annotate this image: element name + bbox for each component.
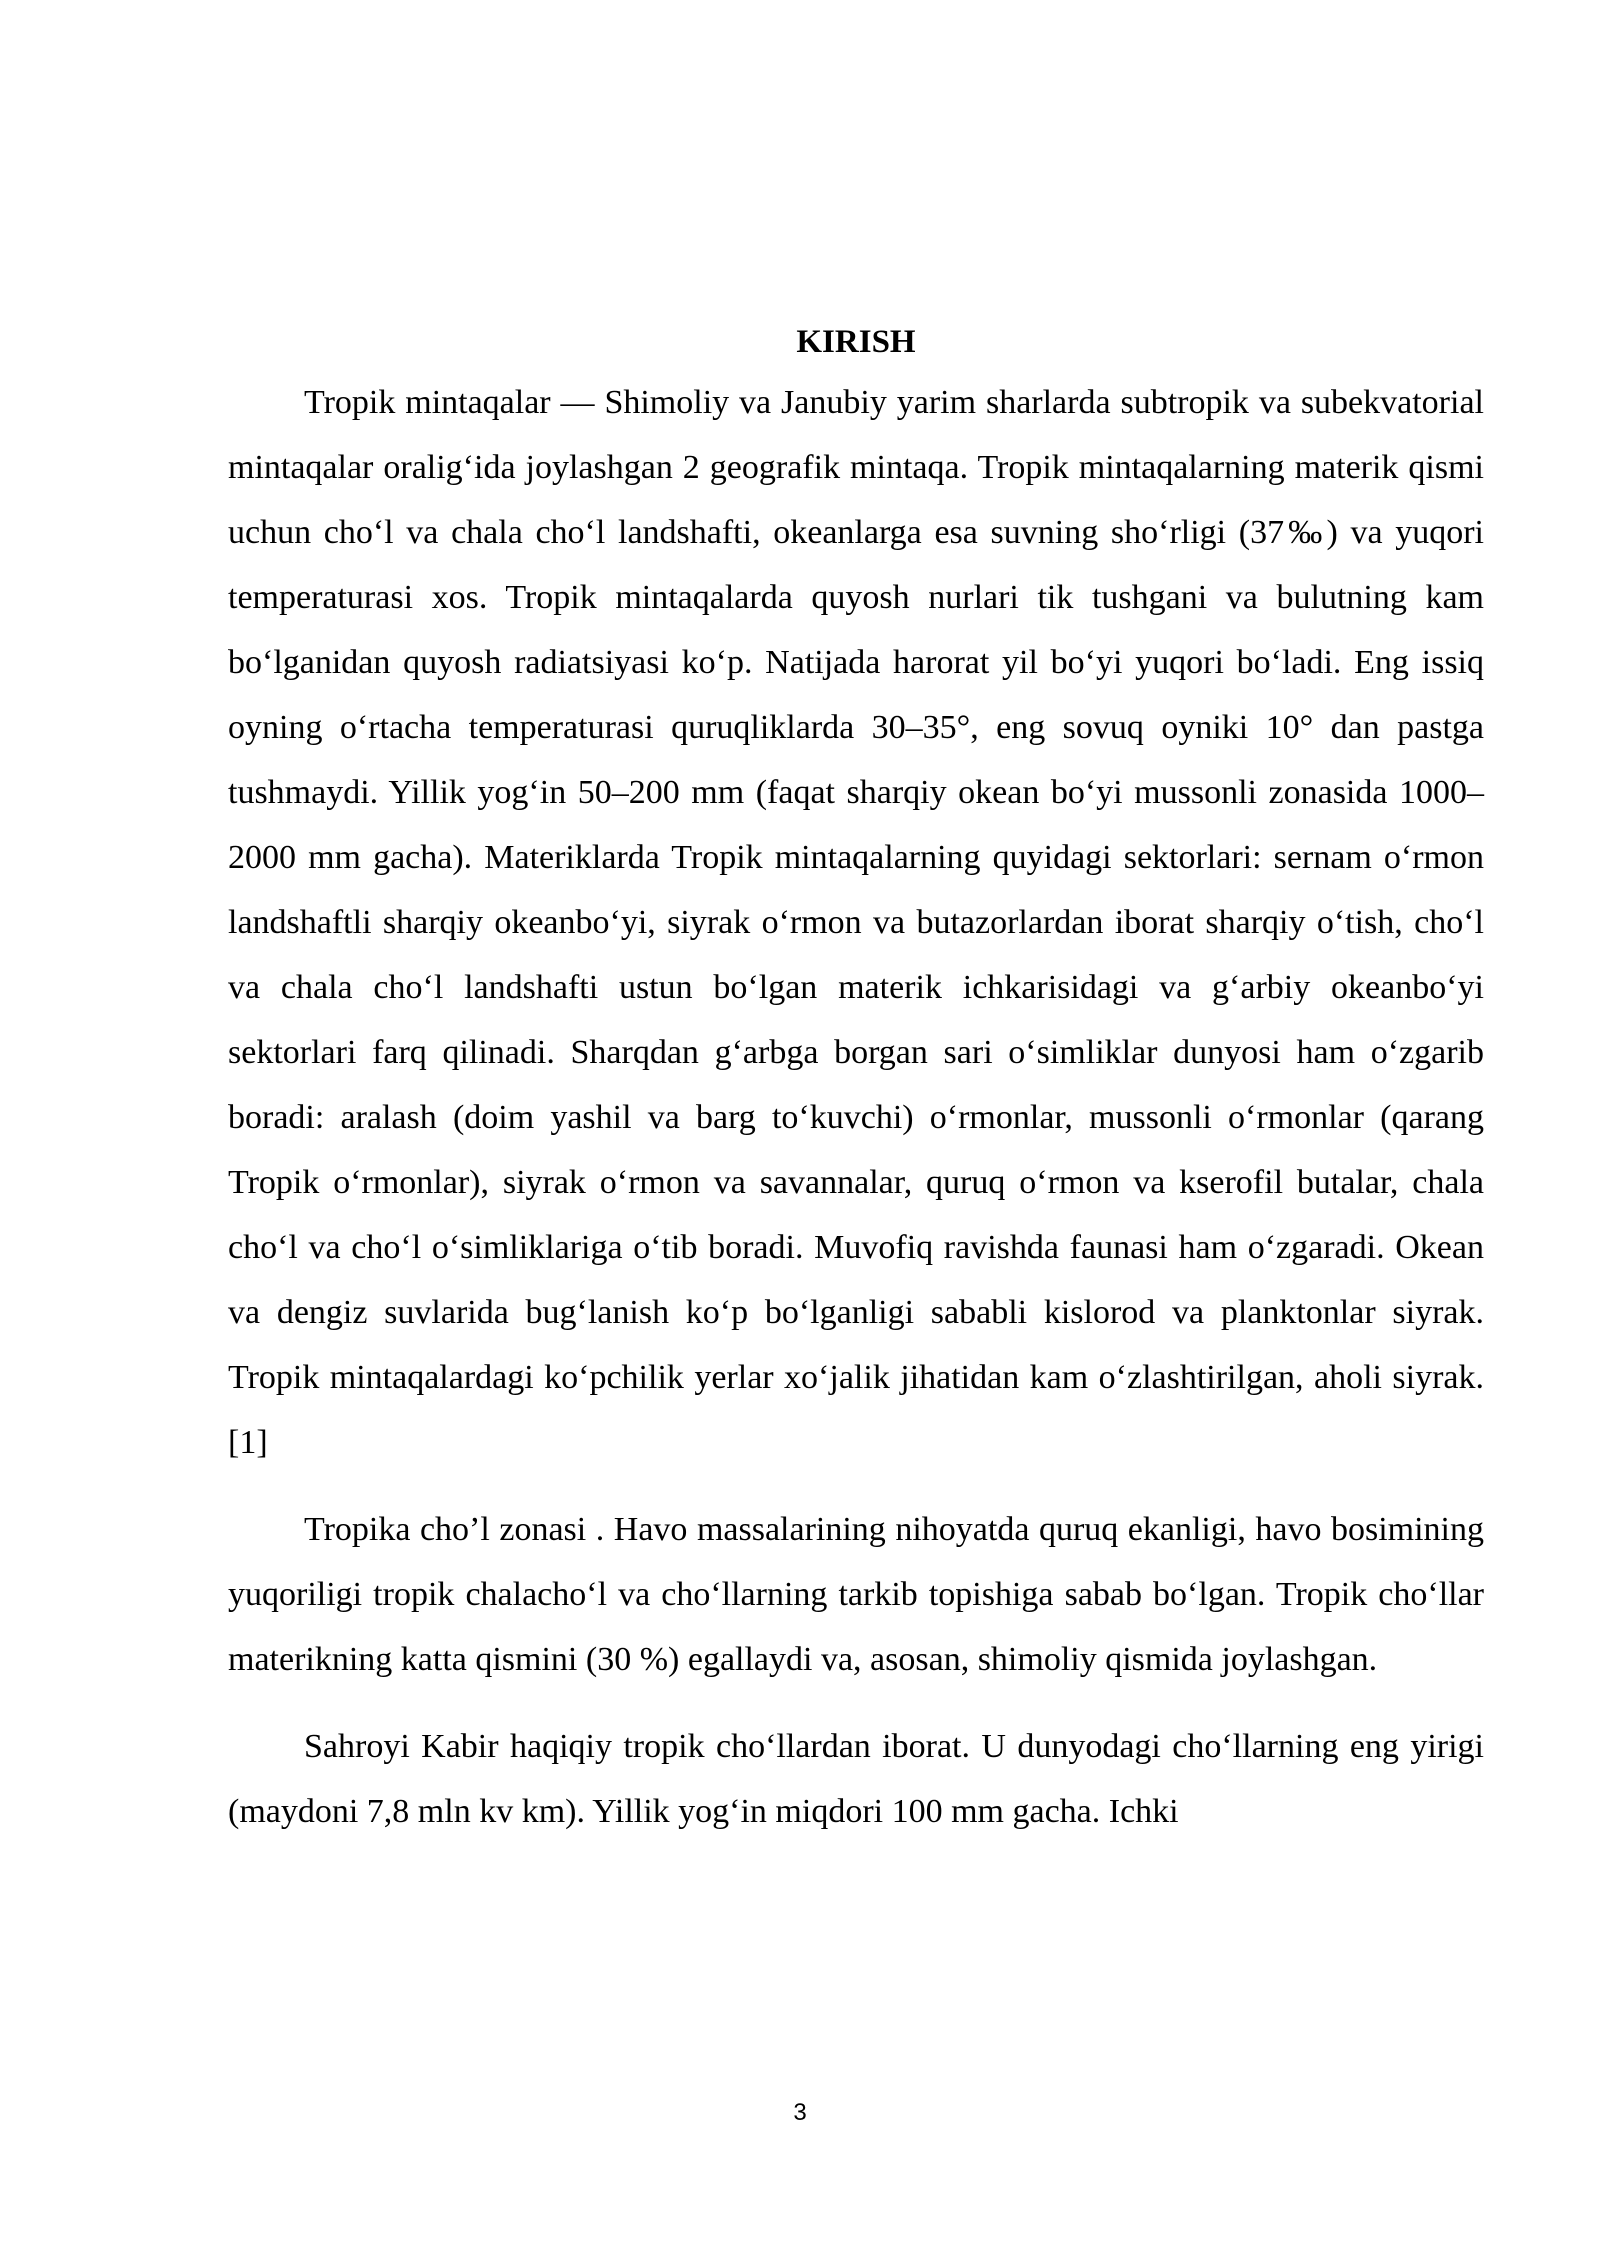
paragraph-desert-zone: Tropika cho’l zonasi . Havo massalarining nihoyatda quruq ekanligi, havo bosimining yuqoriligi tropik chalacho‘l va cho‘llarning tarkib topishiga sabab bo‘lgan. Tropik cho‘llar materikning katta qismini (30 %) egallaydi va, asosan, shimoliy qismida joylashgan. <box>228 1511 1484 1678</box>
page-content <box>228 322 1484 1844</box>
page-number: 3 <box>793 2099 807 2126</box>
paragraph-intro: Tropik mintaqalar — Shimoliy va Janubiy yarim sharlarda subtropik va subekvatorial mintaqalar oralig‘ida joylashgan 2 geografik mintaqa. Tropik mintaqalarning materik qismi uchun cho‘l va chala cho‘l landshafti, okeanlarga esa suvning sho‘rligi (37‰) va yuqori temperaturasi xos. Tropik mintaqalarda quyosh nurlari tik tushgani va bulutning kam bo‘lganidan quyosh radiatsiyasi ko‘p. Natijada harorat yil bo‘yi yuqori bo‘ladi. Eng issiq oyning o‘rtacha temperaturasi quruqliklarda 30–35°, eng sovuq oyniki 10° dan pastga tushmaydi. Yillik yog‘in 50–200 mm (faqat sharqiy okean bo‘yi mussonli zonasida 1000–2000 mm gacha). Materiklarda Tropik mintaqalarning quyidagi sektorlari: sernam o‘rmon landshaftli sharqiy okeanbo‘yi, siyrak o‘rmon va butazorlardan iborat sharqiy o‘tish, cho‘l va chala cho‘l landshafti ustun bo‘lgan materik ichkarisidagi va g‘arbiy okeanbo‘yi sektorlari farq qilinadi. Sharqdan g‘arbga borgan sari o‘simliklar dunyosi ham o‘zgarib boradi: aralash (doim yashil va barg to‘kuvchi) o‘rmonlar, mussonli o‘rmonlar (qarang Tropik o‘rmonlar), siyrak o‘rmon va savannalar, quruq o‘rmon va kserofil butalar, chala cho‘l va cho‘l o‘simliklariga o‘tib boradi. Muvofiq ravishda faunasi ham o‘zgaradi. Okean va dengiz suvlarida bug‘lanish ko‘p bo‘lganligi sababli kislorod va planktonlar siyrak. Tropik mintaqalardagi ko‘pchilik yerlar xo‘jalik jihatidan kam o‘zlashtirilgan, aholi siyrak.[1] <box>228 384 1484 1461</box>
paragraph-sahara: Sahroyi Kabir haqiqiy tropik cho‘llardan iborat. U dunyodagi cho‘llarning eng yirigi (maydoni 7,8 mln kv km). Yillik yog‘in miqdori 100 mm gacha. Ichki <box>228 1728 1484 1830</box>
page-heading: KIRISH <box>796 324 916 360</box>
